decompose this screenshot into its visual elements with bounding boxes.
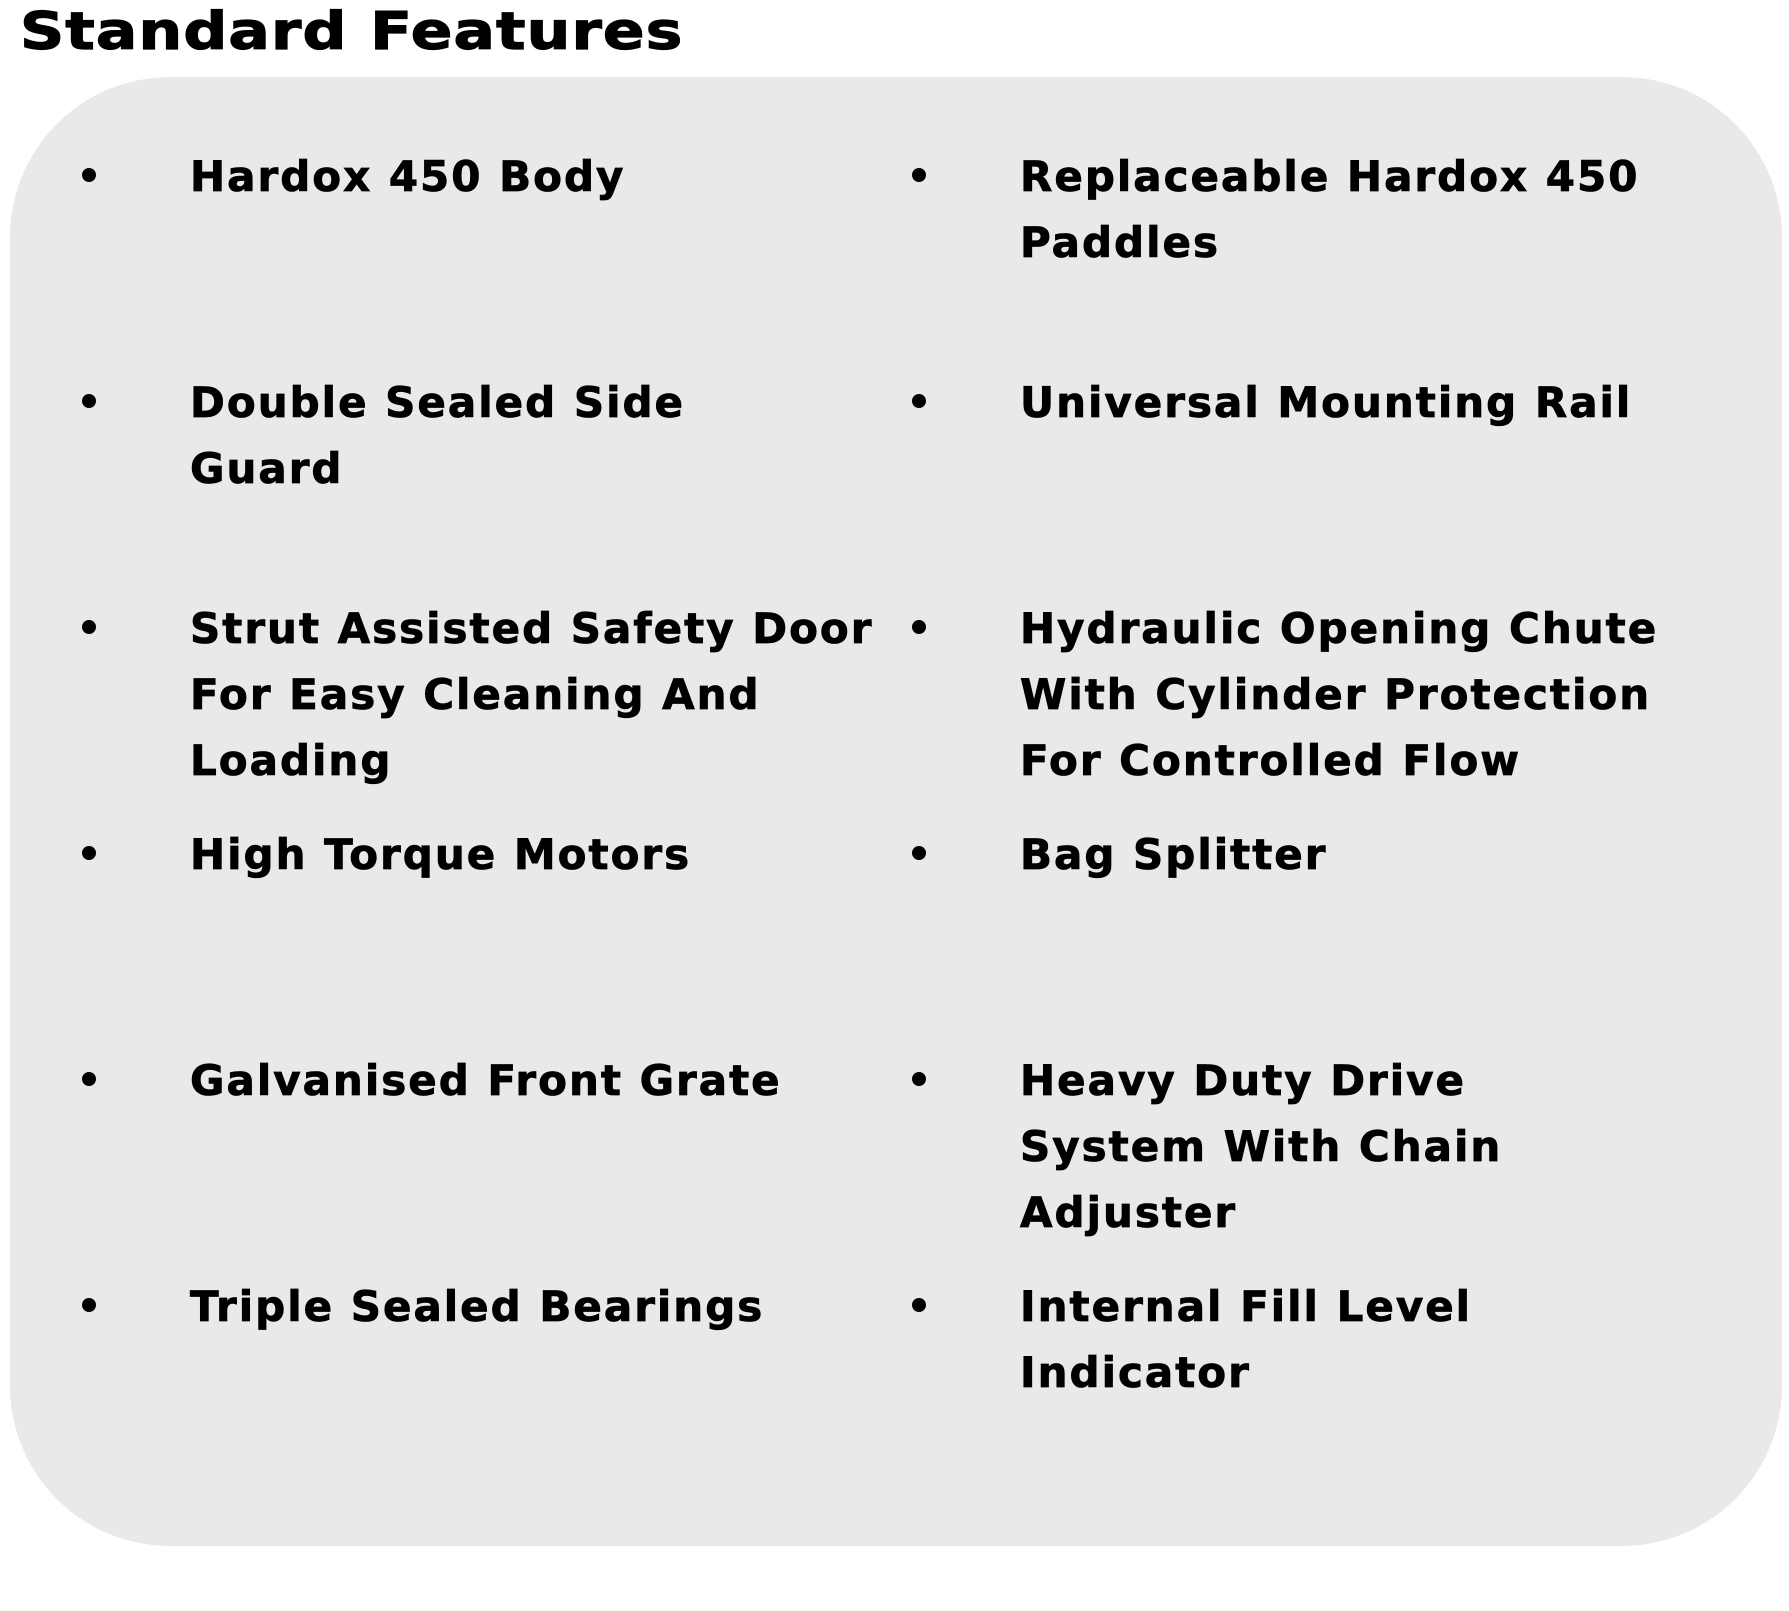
feature-label: Hardox 450 Body <box>190 152 626 201</box>
bullet-icon <box>912 1072 926 1086</box>
features-panel <box>10 77 1782 1546</box>
feature-label: Double Sealed Side Guard <box>190 378 686 493</box>
feature-label: Bag Splitter <box>1020 830 1328 879</box>
feature-label: Galvanised Front Grate <box>190 1056 782 1105</box>
feature-label: Internal Fill Level Indicator <box>1020 1282 1473 1397</box>
bullet-icon <box>912 1298 926 1312</box>
feature-label: Heavy Duty Drive System With Chain Adjuster <box>1020 1056 1503 1237</box>
feature-label: Universal Mounting Rail <box>1020 378 1633 427</box>
bullet-icon <box>82 846 96 860</box>
bullet-icon <box>912 620 926 634</box>
feature-label: Replaceable Hardox 450 Paddles <box>1020 152 1640 267</box>
bullet-icon <box>912 846 926 860</box>
bullet-icon <box>82 1298 96 1312</box>
feature-label: Triple Sealed Bearings <box>190 1282 765 1331</box>
page-title: Standard Features <box>20 2 684 62</box>
feature-label: Hydraulic Opening Chute With Cylinder Protection For Controlled Flow <box>1020 604 1659 785</box>
bullet-icon <box>82 168 96 182</box>
bullet-icon <box>912 168 926 182</box>
bullet-icon <box>912 394 926 408</box>
feature-label: Strut Assisted Safety Door For Easy Cleaning And Loading <box>190 604 874 785</box>
bullet-icon <box>82 620 96 634</box>
bullet-icon <box>82 1072 96 1086</box>
feature-label: High Torque Motors <box>190 830 692 879</box>
bullet-icon <box>82 394 96 408</box>
